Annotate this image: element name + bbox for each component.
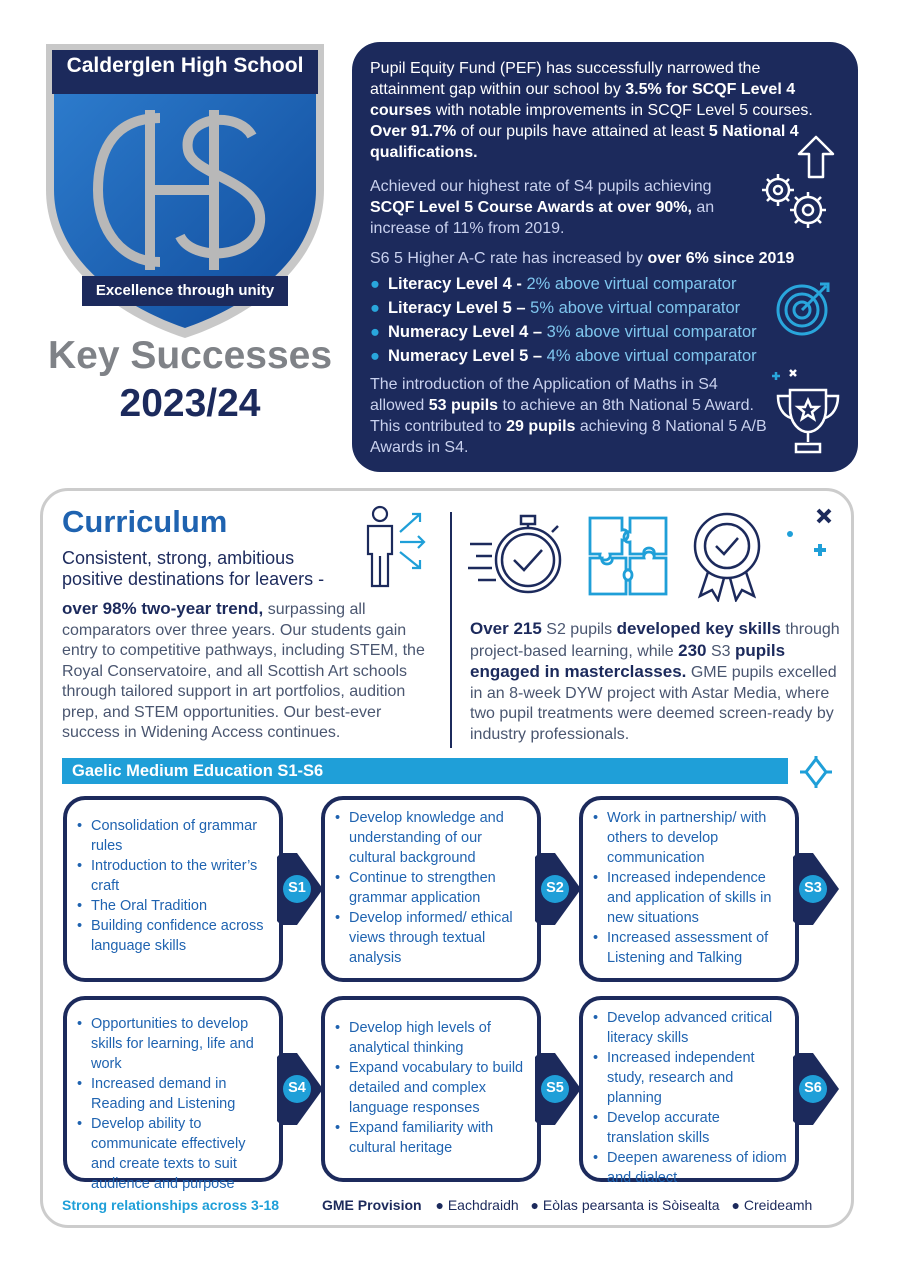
person-arrows-icon [358, 504, 432, 590]
school-name: Calderglen High School [66, 54, 304, 77]
stage-list [593, 808, 787, 968]
pef-paragraph-2: Achieved our highest rate of S4 pupils achieving SCQF Level 5 Course Awards at over 90%, an increase of 11% from 2019. [370, 178, 715, 237]
stage-list [77, 1014, 271, 1194]
stage-box-s6 [579, 996, 799, 1186]
stage-item: • The Oral Tradition [77, 896, 271, 916]
stage-item: • Increased demand in Reading and Listening [77, 1074, 271, 1114]
stage-list [593, 1008, 787, 1188]
stage-item: • Develop knowledge and understanding of our cultural background [335, 808, 529, 868]
pef-paragraph-4: The introduction of the Application of Maths in S4 allowed 53 pupils to achieve an 8th National 5 Award. This contributed to 29 pupils achieving 8 National 5 A/B Awards in S4. [370, 376, 767, 456]
stage-item: • Opportunities to develop skills for learning, life and work [77, 1014, 271, 1074]
pef-paragraph-3: S6 5 Higher A-C rate has increased by over 6% since 2019 [370, 250, 795, 267]
stage-label: S5 [546, 1080, 564, 1096]
stage-item: • Continue to strengthen grammar application [335, 868, 529, 908]
gears-icon [758, 168, 832, 230]
stage-list [335, 1018, 529, 1158]
stage-item: • Increased independence and application of skills in new situations [593, 868, 787, 928]
stage-item: • Develop high levels of analytical thinking [335, 1018, 529, 1058]
stage-list [77, 816, 271, 956]
stage-box-s1 [63, 796, 283, 982]
stage-item: • Develop advanced critical literacy skills [593, 1008, 787, 1048]
stage-list [335, 808, 529, 968]
curriculum-title: Curriculum [62, 504, 228, 539]
bullet-numeracy-4: ● Numeracy Level 4 – 3% above virtual comparator [370, 323, 757, 341]
puzzle-icon [586, 514, 670, 598]
curriculum-body: over 98% two-year trend, surpassing all comparators over three years. Our students gain entry to competitive pathways, including STEM, the Royal Conservatoire, and all Scottish Art schools through tailored support in art portfolios, audition prep, and STEM opportunities. Our best-ever success in Widening Access continues. [62, 599, 425, 741]
stage-box-s5 [321, 996, 541, 1182]
column-divider [450, 512, 452, 748]
footer-relationships: Strong relationships across 3-18 [62, 1197, 280, 1213]
school-motto: Excellence through unity [95, 282, 275, 299]
stage-box-s2 [321, 796, 541, 982]
footer-provision: GME Provision ● Eachdraidh ● Eòlas pearsanta is Sòisealta ● Creideamh [322, 1197, 813, 1213]
stage-label: S4 [288, 1080, 306, 1096]
stage-item: • Deepen awareness of idiom and dialect [593, 1148, 787, 1188]
curriculum-lead: Consistent, strong, ambitious positive destinations for leavers - [62, 548, 325, 589]
stage-box-s3 [579, 796, 799, 982]
stage-item: • Develop accurate translation skills [593, 1108, 787, 1148]
stage-label: S1 [288, 880, 306, 896]
page-year: 2023/24 [119, 382, 261, 425]
award-badge-icon [690, 510, 764, 602]
stage-item: • Expand familiarity with cultural heritage [335, 1118, 529, 1158]
stage-item: • Increased independent study, research and planning [593, 1048, 787, 1108]
page-title: Key Successes [47, 334, 333, 377]
bullet-numeracy-5: ● Numeracy Level 5 – 4% above virtual comparator [370, 347, 757, 365]
stage-label: S6 [804, 1080, 822, 1096]
skills-text: Over 215 S2 pupils developed key skills through project-based learning, while 230 S3 pupils engaged in masterclasses. GME pupils excelled in an 8-week DYW project with Astar Media, where two pupil treatments were deemed screen-ready by industry professionals. [470, 619, 840, 743]
gme-banner: Gaelic Medium Education S1-S6 [62, 758, 788, 784]
sparkle-icon [782, 506, 838, 566]
diamond-sparkle-icon [800, 756, 832, 788]
stage-item: • Work in partnership/ with others to develop communication [593, 808, 787, 868]
stage-label: S3 [804, 880, 822, 896]
bullet-literacy-5: ● Literacy Level 5 – 5% above virtual comparator [370, 299, 741, 317]
stage-item: • Expand vocabulary to build detailed and complex language responses [335, 1058, 529, 1118]
stage-item: • Introduction to the writer’s craft [77, 856, 271, 896]
pef-paragraph-1: Pupil Equity Fund (PEF) has successfully narrowed the attainment gap within our school by 3.5% for SCQF Level 4 courses with notable improvements in SCQF Level 5 courses. Over 91.7% of our pupils have attained at least 5 National 4 qualifications. [370, 60, 813, 161]
stage-item: • Increased assessment of Listening and Talking [593, 928, 787, 968]
pef-panel [352, 42, 858, 472]
target-icon [774, 276, 836, 338]
stage-item: • Building confidence across language skills [77, 916, 271, 956]
stage-item: • Consolidation of grammar rules [77, 816, 271, 856]
stopwatch-icon [466, 510, 570, 602]
stage-box-s4 [63, 996, 283, 1192]
trophy-icon [768, 360, 848, 460]
stage-item: • Develop informed/ ethical views through textual analysis [335, 908, 529, 968]
stage-item: • Develop ability to communicate effectively and create texts to suit audience and purpose [77, 1114, 271, 1194]
stage-label: S2 [546, 880, 564, 896]
bullet-literacy-4: ● Literacy Level 4 - 2% above virtual comparator [370, 275, 737, 293]
